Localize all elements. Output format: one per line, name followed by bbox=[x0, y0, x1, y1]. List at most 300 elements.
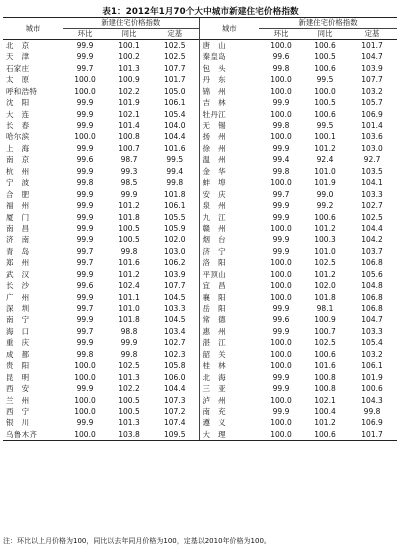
yoy-index: 101.6 bbox=[118, 258, 140, 268]
yoy-index: 99.5 bbox=[316, 75, 334, 85]
base-index: 101.8 bbox=[164, 189, 186, 199]
city-name: 徐 州 bbox=[199, 143, 259, 154]
city-name: 吉 林 bbox=[199, 97, 259, 108]
base-index: 101.6 bbox=[164, 143, 186, 153]
mom-index: 99.9 bbox=[272, 143, 290, 153]
yoy-index: 102.1 bbox=[314, 395, 336, 405]
table-row bbox=[3, 189, 397, 200]
yoy-index: 100.7 bbox=[314, 326, 336, 336]
yoy-index: 101.8 bbox=[118, 212, 140, 222]
yoy-index: 101.2 bbox=[314, 418, 336, 428]
base-index: 107.7 bbox=[361, 75, 383, 85]
city-name: 泉 州 bbox=[199, 200, 259, 211]
mom-index: 99.6 bbox=[272, 315, 290, 325]
mom-index: 99.8 bbox=[76, 349, 94, 359]
city-name: 烟 台 bbox=[199, 234, 259, 245]
mom-index: 99.8 bbox=[272, 166, 290, 176]
table-row bbox=[3, 269, 397, 280]
city-name: 北 京 bbox=[6, 40, 30, 50]
city-name: 重 庆 bbox=[6, 338, 30, 348]
yoy-index: 100.5 bbox=[118, 235, 140, 245]
mom-index: 99.9 bbox=[76, 223, 94, 233]
city-name: 郑 州 bbox=[6, 258, 30, 268]
base-index: 107.7 bbox=[164, 281, 186, 291]
yoy-index: 103.8 bbox=[107, 429, 151, 441]
table-row bbox=[3, 132, 397, 143]
mom-index: 99.9 bbox=[272, 304, 290, 314]
mom-index: 99.8 bbox=[76, 178, 94, 188]
yoy-index: 101.2 bbox=[314, 223, 336, 233]
base-index: 105.4 bbox=[164, 109, 186, 119]
table-row bbox=[3, 246, 397, 257]
yoy-index: 100.2 bbox=[118, 52, 140, 62]
city-name: 蚌 埠 bbox=[199, 177, 259, 188]
table-row bbox=[3, 360, 397, 371]
table-row bbox=[3, 120, 397, 131]
yoy-index: 101.2 bbox=[118, 201, 140, 211]
city-name: 洛 阳 bbox=[199, 257, 259, 268]
yoy-index: 98.5 bbox=[120, 178, 138, 188]
base-index: 103.4 bbox=[164, 326, 186, 336]
city-name: 济 南 bbox=[6, 235, 30, 245]
base-index: 104.4 bbox=[164, 384, 186, 394]
mom-index: 99.9 bbox=[76, 201, 94, 211]
mom-index: 99.9 bbox=[272, 326, 290, 336]
table-row bbox=[3, 349, 397, 360]
yoy-index: 100.6 bbox=[314, 349, 336, 359]
mom-index: 100.0 bbox=[74, 406, 96, 416]
table-row bbox=[3, 234, 397, 245]
base-index: 106.2 bbox=[164, 258, 186, 268]
yoy-index: 101.2 bbox=[118, 269, 140, 279]
base-index: 101.4 bbox=[361, 121, 383, 131]
mom-index: 100.0 bbox=[270, 223, 292, 233]
table-row bbox=[3, 257, 397, 268]
index-group-header-right: 新建住宅价格指数 bbox=[259, 18, 397, 29]
city-name: 大 理 bbox=[199, 429, 259, 441]
base-index: 99.8 bbox=[363, 406, 381, 416]
base-index: 105.0 bbox=[164, 86, 186, 96]
table-row bbox=[3, 303, 397, 314]
mom-index: 100.0 bbox=[270, 292, 292, 302]
mom-index: 99.7 bbox=[272, 189, 290, 199]
table-row bbox=[3, 40, 397, 52]
city-name: 韶 关 bbox=[199, 349, 259, 360]
base-index: 104.4 bbox=[361, 223, 383, 233]
base-index: 104.1 bbox=[361, 178, 383, 188]
city-name: 安 庆 bbox=[199, 189, 259, 200]
table-row bbox=[3, 109, 397, 120]
base-index: 107.4 bbox=[164, 418, 186, 428]
table-row bbox=[3, 372, 397, 383]
table-row bbox=[3, 395, 397, 406]
table-note: 注：环比以上月价格为100，同比以去年同月价格为100，定基以2010年价格为100。 bbox=[3, 537, 271, 545]
city-name: 丹 东 bbox=[199, 74, 259, 85]
table-row bbox=[3, 383, 397, 394]
base-index: 101.9 bbox=[361, 372, 383, 382]
base-index: 104.7 bbox=[361, 52, 383, 62]
base-index: 107.2 bbox=[164, 406, 186, 416]
mom-index: 99.9 bbox=[272, 372, 290, 382]
mom-index: 99.9 bbox=[272, 98, 290, 108]
city-name: 乌鲁木齐 bbox=[3, 429, 63, 441]
mom-index: 99.7 bbox=[76, 326, 94, 336]
yoy-index: 101.3 bbox=[118, 418, 140, 428]
table-row bbox=[3, 86, 397, 97]
base-index: 106.1 bbox=[164, 98, 186, 108]
city-name: 大 连 bbox=[6, 109, 30, 119]
base-index: 105.8 bbox=[164, 361, 186, 371]
mom-index: 99.9 bbox=[76, 166, 94, 176]
mom-index: 99.9 bbox=[76, 292, 94, 302]
mom-index: 99.9 bbox=[76, 52, 94, 62]
city-name: 平顶山 bbox=[199, 269, 259, 280]
yoy-index: 100.6 bbox=[314, 63, 336, 73]
city-name: 沈 阳 bbox=[6, 98, 30, 108]
yoy-index: 101.2 bbox=[314, 269, 336, 279]
base-index: 102.5 bbox=[164, 40, 186, 50]
base-index: 101.7 bbox=[347, 429, 397, 441]
col-header-yoy-right: 同比 bbox=[303, 29, 347, 40]
mom-index: 100.0 bbox=[270, 40, 292, 50]
city-name: 秦皇岛 bbox=[199, 51, 259, 62]
base-index: 101.7 bbox=[361, 40, 383, 50]
city-name: 呼和浩特 bbox=[6, 86, 38, 96]
yoy-index: 101.2 bbox=[314, 143, 336, 153]
mom-index: 100.0 bbox=[270, 109, 292, 119]
base-index: 107.7 bbox=[164, 63, 186, 73]
yoy-index: 100.8 bbox=[314, 384, 336, 394]
mom-index: 99.9 bbox=[272, 201, 290, 211]
yoy-index: 100.9 bbox=[118, 75, 140, 85]
city-name: 温 州 bbox=[199, 154, 259, 165]
col-header-base-left: 定基 bbox=[151, 29, 199, 40]
city-name: 宜 昌 bbox=[199, 280, 259, 291]
yoy-index: 101.0 bbox=[314, 166, 336, 176]
price-index-table bbox=[3, 17, 397, 441]
table-row bbox=[3, 315, 397, 326]
base-index: 104.2 bbox=[361, 235, 383, 245]
base-index: 104.4 bbox=[164, 132, 186, 142]
yoy-index: 100.3 bbox=[314, 235, 336, 245]
base-index: 105.9 bbox=[164, 223, 186, 233]
base-index: 103.9 bbox=[361, 63, 383, 73]
city-name: 深 圳 bbox=[6, 304, 30, 314]
base-index: 92.7 bbox=[363, 155, 381, 165]
base-index: 104.5 bbox=[164, 315, 186, 325]
mom-index: 99.6 bbox=[76, 155, 94, 165]
base-index: 105.7 bbox=[361, 98, 383, 108]
base-index: 109.5 bbox=[151, 429, 199, 441]
base-index: 102.7 bbox=[361, 201, 383, 211]
city-name: 西 安 bbox=[6, 384, 30, 394]
mom-index: 99.9 bbox=[76, 109, 94, 119]
index-group-header-left: 新建住宅价格指数 bbox=[63, 18, 199, 29]
city-name: 南 充 bbox=[199, 406, 259, 417]
yoy-index: 100.8 bbox=[314, 372, 336, 382]
table-row bbox=[3, 166, 397, 177]
city-name: 唐 山 bbox=[199, 40, 259, 52]
yoy-index: 100.5 bbox=[118, 406, 140, 416]
yoy-index: 99.2 bbox=[316, 201, 334, 211]
base-index: 102.3 bbox=[164, 349, 186, 359]
mom-index: 99.9 bbox=[76, 98, 94, 108]
base-index: 105.5 bbox=[164, 212, 186, 222]
mom-index: 99.8 bbox=[272, 121, 290, 131]
table-row bbox=[3, 200, 397, 211]
mom-index: 100.0 bbox=[74, 361, 96, 371]
city-name: 桂 林 bbox=[199, 360, 259, 371]
base-index: 103.3 bbox=[164, 304, 186, 314]
yoy-index: 98.7 bbox=[120, 155, 138, 165]
table-row bbox=[3, 337, 397, 348]
table-row bbox=[3, 177, 397, 188]
base-index: 102.5 bbox=[164, 52, 186, 62]
city-name: 兰 州 bbox=[6, 395, 30, 405]
yoy-index: 99.8 bbox=[120, 246, 138, 256]
yoy-index: 101.8 bbox=[314, 292, 336, 302]
city-name: 厦 门 bbox=[6, 212, 30, 222]
mom-index: 100.0 bbox=[270, 178, 292, 188]
yoy-index: 101.9 bbox=[118, 98, 140, 108]
base-index: 106.8 bbox=[361, 304, 383, 314]
yoy-index: 101.3 bbox=[118, 63, 140, 73]
city-name: 南 京 bbox=[6, 155, 30, 165]
yoy-index: 99.9 bbox=[120, 189, 138, 199]
city-name: 南 宁 bbox=[6, 315, 30, 325]
mom-index: 99.7 bbox=[76, 246, 94, 256]
yoy-index: 100.8 bbox=[118, 132, 140, 142]
table-row bbox=[3, 280, 397, 291]
mom-index: 99.9 bbox=[76, 121, 94, 131]
col-header-yoy-left: 同比 bbox=[107, 29, 151, 40]
table-row bbox=[3, 74, 397, 85]
col-header-base-right: 定基 bbox=[347, 29, 397, 40]
city-header-right: 城市 bbox=[199, 18, 259, 40]
yoy-index: 100.5 bbox=[314, 98, 336, 108]
yoy-index: 102.1 bbox=[118, 109, 140, 119]
yoy-index: 100.6 bbox=[303, 429, 347, 441]
yoy-index: 100.6 bbox=[314, 109, 336, 119]
mom-index: 99.9 bbox=[76, 189, 94, 199]
base-index: 103.0 bbox=[361, 143, 383, 153]
city-name: 常 德 bbox=[199, 315, 259, 326]
city-name: 哈尔滨 bbox=[6, 132, 30, 142]
yoy-index: 98.1 bbox=[316, 304, 334, 314]
mom-index: 100.0 bbox=[270, 361, 292, 371]
mom-index: 99.9 bbox=[76, 235, 94, 245]
yoy-index: 100.4 bbox=[314, 406, 336, 416]
mom-index: 99.9 bbox=[272, 246, 290, 256]
base-index: 99.5 bbox=[166, 155, 184, 165]
city-name: 青 岛 bbox=[6, 246, 30, 256]
base-index: 99.8 bbox=[166, 178, 184, 188]
mom-index: 100.0 bbox=[74, 75, 96, 85]
base-index: 103.0 bbox=[164, 246, 186, 256]
yoy-index: 102.5 bbox=[118, 361, 140, 371]
base-index: 104.8 bbox=[361, 281, 383, 291]
table-row bbox=[3, 417, 397, 428]
city-name: 石家庄 bbox=[6, 63, 30, 73]
table-row bbox=[3, 429, 397, 441]
base-index: 103.6 bbox=[361, 132, 383, 142]
yoy-index: 99.0 bbox=[316, 189, 334, 199]
table-title: 表1：2012年1月70个大中城市新建住宅价格指数 bbox=[102, 7, 299, 17]
city-name: 惠 州 bbox=[199, 326, 259, 337]
table-row bbox=[3, 406, 397, 417]
base-index: 105.4 bbox=[361, 338, 383, 348]
yoy-index: 102.2 bbox=[118, 86, 140, 96]
base-index: 106.8 bbox=[361, 292, 383, 302]
table-row bbox=[3, 223, 397, 234]
table-row bbox=[3, 97, 397, 108]
yoy-index: 102.2 bbox=[118, 384, 140, 394]
city-name: 襄 阳 bbox=[199, 292, 259, 303]
yoy-index: 101.8 bbox=[118, 315, 140, 325]
mom-index: 100.0 bbox=[270, 75, 292, 85]
city-name: 遵 义 bbox=[199, 417, 259, 428]
mom-index: 99.9 bbox=[76, 315, 94, 325]
table-row bbox=[3, 326, 397, 337]
city-name: 济 宁 bbox=[199, 246, 259, 257]
mom-index: 99.7 bbox=[76, 63, 94, 73]
yoy-index: 99.9 bbox=[120, 338, 138, 348]
mom-index: 100.0 bbox=[270, 281, 292, 291]
mom-index: 99.4 bbox=[272, 155, 290, 165]
mom-index: 100.0 bbox=[74, 372, 96, 382]
base-index: 106.0 bbox=[164, 372, 186, 382]
mom-index: 99.8 bbox=[272, 63, 290, 73]
table-row bbox=[3, 143, 397, 154]
mom-index: 100.0 bbox=[270, 132, 292, 142]
city-name: 海 口 bbox=[6, 326, 30, 336]
city-name: 宁 波 bbox=[6, 178, 30, 188]
base-index: 102.0 bbox=[164, 235, 186, 245]
city-name: 昆 明 bbox=[6, 372, 30, 382]
base-index: 103.2 bbox=[361, 86, 383, 96]
base-index: 103.3 bbox=[361, 326, 383, 336]
yoy-index: 99.8 bbox=[120, 349, 138, 359]
city-name: 锦 州 bbox=[199, 86, 259, 97]
base-index: 106.1 bbox=[164, 201, 186, 211]
base-index: 106.9 bbox=[361, 418, 383, 428]
yoy-index: 101.0 bbox=[314, 246, 336, 256]
table-body bbox=[3, 40, 397, 441]
col-header-mom-left: 环比 bbox=[63, 29, 107, 40]
table-row bbox=[3, 212, 397, 223]
yoy-index: 100.1 bbox=[118, 40, 140, 50]
yoy-index: 92.4 bbox=[316, 155, 334, 165]
mom-index: 99.9 bbox=[76, 212, 94, 222]
city-name: 无 锡 bbox=[199, 120, 259, 131]
city-name: 包 头 bbox=[199, 63, 259, 74]
city-name: 西 宁 bbox=[6, 406, 30, 416]
mom-index: 99.9 bbox=[76, 338, 94, 348]
mom-index: 99.9 bbox=[76, 269, 94, 279]
mom-index: 99.7 bbox=[76, 258, 94, 268]
mom-index: 99.9 bbox=[272, 406, 290, 416]
city-name: 牡丹江 bbox=[199, 109, 259, 120]
city-name: 银 川 bbox=[6, 418, 30, 428]
mom-index: 100.0 bbox=[74, 395, 96, 405]
mom-index: 99.7 bbox=[76, 304, 94, 314]
city-name: 杭 州 bbox=[6, 166, 30, 176]
mom-index: 99.9 bbox=[76, 418, 94, 428]
table-row bbox=[3, 154, 397, 165]
yoy-index: 99.5 bbox=[316, 121, 334, 131]
mom-index: 99.9 bbox=[76, 143, 94, 153]
mom-index: 100.0 bbox=[63, 429, 107, 441]
base-index: 103.2 bbox=[361, 349, 383, 359]
city-name: 广 州 bbox=[6, 292, 30, 302]
base-index: 107.3 bbox=[164, 395, 186, 405]
yoy-index: 100.6 bbox=[314, 212, 336, 222]
col-header-mom-right: 环比 bbox=[259, 29, 303, 40]
base-index: 104.5 bbox=[164, 292, 186, 302]
base-index: 106.1 bbox=[361, 361, 383, 371]
city-header-left: 城市 bbox=[3, 18, 63, 40]
yoy-index: 101.0 bbox=[118, 304, 140, 314]
base-index: 99.4 bbox=[166, 166, 184, 176]
yoy-index: 101.4 bbox=[118, 121, 140, 131]
city-name: 贵 阳 bbox=[6, 361, 30, 371]
yoy-index: 98.8 bbox=[120, 326, 138, 336]
mom-index: 100.0 bbox=[270, 395, 292, 405]
base-index: 106.9 bbox=[361, 109, 383, 119]
table-row bbox=[3, 63, 397, 74]
mom-index: 99.9 bbox=[272, 235, 290, 245]
base-index: 103.9 bbox=[164, 269, 186, 279]
yoy-index: 102.5 bbox=[314, 338, 336, 348]
base-index: 104.7 bbox=[361, 315, 383, 325]
yoy-index: 100.5 bbox=[118, 223, 140, 233]
city-name: 赣 州 bbox=[199, 223, 259, 234]
city-name: 泸 州 bbox=[199, 395, 259, 406]
yoy-index: 100.7 bbox=[118, 143, 140, 153]
base-index: 102.5 bbox=[361, 212, 383, 222]
base-index: 103.3 bbox=[361, 189, 383, 199]
yoy-index: 100.5 bbox=[118, 395, 140, 405]
mom-index: 100.0 bbox=[74, 132, 96, 142]
mom-index: 100.0 bbox=[270, 86, 292, 96]
base-index: 106.8 bbox=[361, 258, 383, 268]
city-name: 岳 阳 bbox=[199, 303, 259, 314]
city-name: 九 江 bbox=[199, 212, 259, 223]
mom-index: 100.0 bbox=[74, 86, 96, 96]
yoy-index: 101.3 bbox=[118, 372, 140, 382]
yoy-index: 101.9 bbox=[314, 178, 336, 188]
city-name: 太 原 bbox=[6, 75, 30, 85]
yoy-index: 100.5 bbox=[314, 52, 336, 62]
city-name: 长 沙 bbox=[6, 281, 30, 291]
city-name: 福 州 bbox=[6, 201, 30, 211]
base-index: 103.7 bbox=[361, 246, 383, 256]
mom-index: 99.9 bbox=[272, 212, 290, 222]
city-name: 合 肥 bbox=[6, 189, 30, 199]
city-name: 金 华 bbox=[199, 166, 259, 177]
base-index: 104.3 bbox=[361, 395, 383, 405]
base-index: 102.7 bbox=[164, 338, 186, 348]
yoy-index: 99.3 bbox=[120, 166, 138, 176]
mom-index: 100.0 bbox=[270, 418, 292, 428]
mom-index: 100.0 bbox=[270, 349, 292, 359]
mom-index: 100.0 bbox=[270, 338, 292, 348]
base-index: 105.6 bbox=[361, 269, 383, 279]
mom-index: 100.0 bbox=[270, 269, 292, 279]
mom-index: 99.9 bbox=[272, 384, 290, 394]
city-name: 长 春 bbox=[6, 121, 30, 131]
city-name: 上 海 bbox=[6, 143, 30, 153]
